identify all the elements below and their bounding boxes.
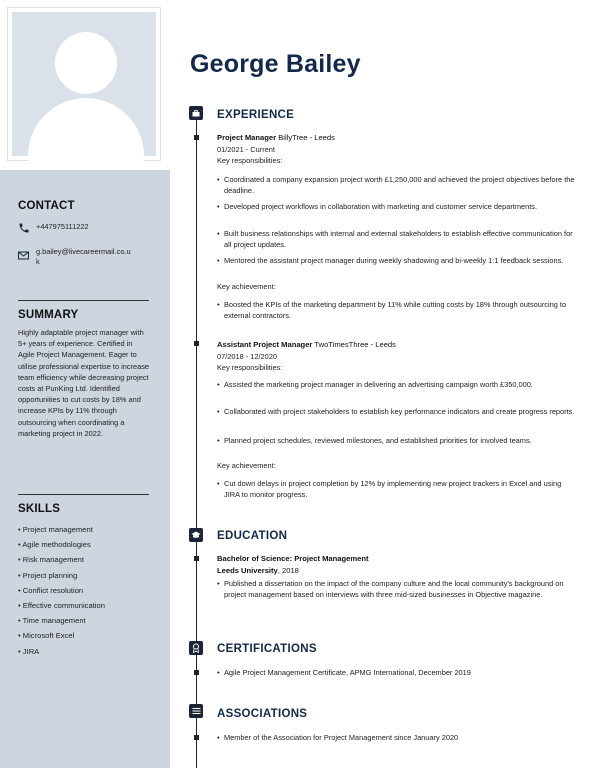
timeline-line bbox=[196, 108, 197, 768]
responsibility-item: • Developed project workflows in collaboration with marketing and customer service departments. bbox=[217, 201, 575, 212]
skill-item: • Conflict resolution bbox=[18, 586, 105, 601]
experience-heading: EXPERIENCE bbox=[217, 109, 295, 121]
phone-number[interactable]: +447975111222 bbox=[36, 222, 89, 231]
responsibilities-label: Key responsibilities: bbox=[217, 363, 283, 372]
responsibility-item: • Planned project schedules, reviewed milestones, and established priorities for involved teams. bbox=[217, 435, 575, 446]
timeline-dot bbox=[194, 556, 199, 561]
job-dates: 07/2018 - 12/2020 bbox=[217, 352, 277, 361]
email-line-1: g.bailey@livecareermail.co.u bbox=[36, 247, 131, 256]
school-name: Leeds University bbox=[217, 566, 278, 575]
education-heading: EDUCATION bbox=[217, 530, 288, 542]
skill-item: • Project management bbox=[18, 525, 105, 540]
skill-item: • Effective communication bbox=[18, 601, 105, 616]
achievement-item: • Cut down delays in project completion by 12% by implementing new project trackers in Excel and using JIRA to monitor progress. bbox=[217, 478, 575, 500]
email-address[interactable] bbox=[36, 247, 131, 267]
avatar-head-icon bbox=[55, 32, 117, 94]
profile-photo-placeholder bbox=[8, 8, 160, 160]
skills-divider bbox=[18, 494, 149, 495]
education-detail: • Published a dissertation on the impact of the company culture and the local community's background on project management based on interviews with three mid-sized businesses in Objective magazine. bbox=[217, 578, 575, 600]
timeline-dot bbox=[194, 735, 199, 740]
job-company: TwoTimesThree - Leeds bbox=[314, 340, 396, 349]
job-title-line bbox=[217, 133, 335, 142]
photo-area bbox=[0, 0, 170, 170]
briefcase-icon bbox=[189, 106, 203, 120]
job-title: Project Manager bbox=[217, 133, 277, 142]
contact-heading: CONTACT bbox=[18, 200, 75, 212]
responsibility-item: • Coordinated a company expansion project worth £1,250,000 and achieved the project objectives before the deadline. bbox=[217, 174, 575, 196]
graduation-cap-icon bbox=[189, 528, 203, 542]
award-icon bbox=[189, 641, 203, 655]
job-title: Assistant Project Manager bbox=[217, 340, 313, 349]
email-line-2: k bbox=[36, 257, 40, 266]
skill-item: • Project planning bbox=[18, 571, 105, 586]
school-line bbox=[217, 566, 299, 575]
avatar-body-icon bbox=[28, 98, 144, 164]
achievement-label: Key achievement: bbox=[217, 282, 276, 291]
sidebar bbox=[0, 0, 170, 768]
certification-item: • Agile Project Management Certificate, APMG International, December 2019 bbox=[217, 667, 575, 678]
responsibility-item: • Assisted the marketing project manager in delivering an advertising campaign worth £350,000. bbox=[217, 379, 575, 390]
timeline-dot bbox=[194, 341, 199, 346]
timeline-dot bbox=[194, 135, 199, 140]
candidate-name: George Bailey bbox=[190, 50, 361, 78]
list-icon bbox=[189, 704, 203, 718]
responsibilities-label: Key responsibilities: bbox=[217, 156, 283, 165]
email-icon bbox=[18, 247, 36, 262]
job-dates: 01/2021 - Current bbox=[217, 145, 275, 154]
association-item: • Member of the Association for Project Management since January 2020 bbox=[217, 732, 575, 743]
job-company: BillyTree - Leeds bbox=[278, 133, 335, 142]
graduation-year: , 2018 bbox=[277, 566, 299, 575]
associations-heading: ASSOCIATIONS bbox=[217, 708, 308, 720]
timeline-dot bbox=[194, 670, 199, 675]
skill-item: • Microsoft Excel bbox=[18, 631, 105, 646]
achievement-item: • Boosted the KPIs of the marketing department by 11% while cutting costs by 18% through outsourcing to external contractors. bbox=[217, 299, 575, 321]
responsibility-item: • Built business relationships with internal and external stakeholders to establish effective communication for all project updates. bbox=[217, 228, 575, 250]
contact-phone bbox=[18, 222, 89, 236]
skills-heading: SKILLS bbox=[18, 503, 61, 515]
summary-divider bbox=[18, 300, 149, 301]
skill-item: • Risk management bbox=[18, 555, 105, 570]
contact-email bbox=[18, 247, 131, 267]
phone-icon bbox=[18, 222, 36, 236]
responsibility-item: • Collaborated with project stakeholders to establish key performance indicators and create progress reports. bbox=[217, 406, 575, 417]
summary-heading: SUMMARY bbox=[18, 309, 79, 321]
summary-text: Highly adaptable project manager with 5+ years of experience. Certified in Agile Project Management. Eager to utilise professional expertise to increase team efficiency while decreasing project costs at PunKing Ltd. Identified opportunities to cut costs by 18% and increase KPIs by 11% through outsourcing when coordinating a marketing project in 2022. bbox=[18, 328, 150, 438]
responsibility-item: • Mentored the assistant project manager during weekly shadowing and bi-weekly 1:1 feedback sessions. bbox=[217, 255, 575, 266]
skill-item: • Time management bbox=[18, 616, 105, 631]
achievement-label: Key achievement: bbox=[217, 461, 276, 470]
skill-item: • Agile methodologies bbox=[18, 540, 105, 555]
skill-item: • JIRA bbox=[18, 647, 105, 662]
certifications-heading: CERTIFICATIONS bbox=[217, 643, 317, 655]
skills-list bbox=[18, 525, 105, 662]
job-title-line bbox=[217, 340, 396, 349]
degree: Bachelor of Science: Project Management bbox=[217, 554, 369, 563]
